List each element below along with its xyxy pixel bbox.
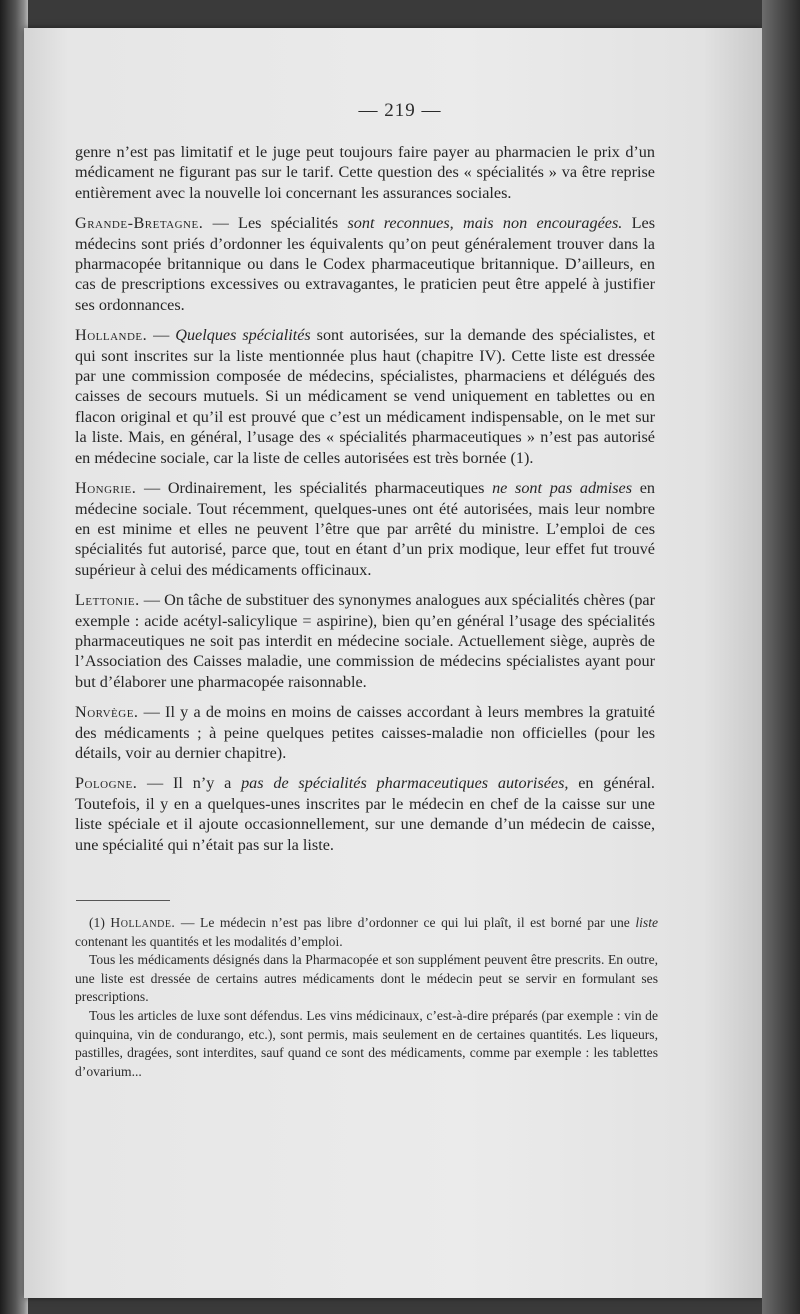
paragraph-lettonie bbox=[75, 590, 655, 692]
paragraph-hollande bbox=[75, 325, 655, 468]
paragraph-text: Les médecins sont priés d’ordonner les équivalents qu’on peut généralement trouver dans la pharmacopée britannique ou dans le Codex pharmaceutique britannique. D’ailleurs, en cas de prescriptions excessives ou extravagantes, le praticien peut être appelé à justifier ses ordonnances. bbox=[75, 214, 655, 314]
paragraph-text: en médecine sociale. Tout récemment, quelques-unes ont été autorisées, mais leur nombre en est minime et elles ne peuvent l’être que par arrêté du ministre. L’emploi de ces spécialités fut autorisé, parce que, tout en étant d’un prix modique, leur effet fut trouvé supérieur à celui des médicaments officinaux. bbox=[75, 479, 655, 579]
footnote-paragraph: Tous les médicaments désignés dans la Pharmacopée et son supplément peuvent être prescrits. En outre, une liste est dressée de certains autres médicaments dont le médecin peut se servir en formulant ses prescriptions. bbox=[75, 952, 658, 1005]
footnote-paragraph: Tous les articles de luxe sont défendus. Les vins médicinaux, c’est-à-dire préparés (par exemple : vin de quinquina, vin de condurango, etc.), sont permis, mais seulement en de certaines quantités. Les liqueurs, pastilles, dragées, sont interdites, sauf quand ce sont des médicaments, comme par exemple : les tablettes d’ovarium... bbox=[75, 1007, 658, 1079]
paragraph-norvege bbox=[75, 702, 655, 763]
paragraph-pologne bbox=[75, 773, 655, 855]
page-number: — 219 — bbox=[358, 100, 442, 121]
country-heading: Pologne. bbox=[75, 774, 138, 793]
paragraph-text: — Ordinairement, les spécialités pharmaceutiques bbox=[136, 479, 493, 498]
footnote-text: — Le médecin n’est pas libre d’ordonner ce qui lui plaît, il est borné par une bbox=[175, 915, 636, 930]
country-heading: Norvège. bbox=[75, 703, 139, 722]
paragraph-hongrie bbox=[75, 478, 655, 580]
footnote-1 bbox=[75, 914, 658, 951]
footnote-text: contenant les quantités et les modalités d’emploi. bbox=[75, 933, 343, 949]
paragraph-text: — bbox=[147, 326, 176, 345]
country-heading: Hollande. bbox=[75, 326, 148, 345]
scan-background-right bbox=[762, 0, 800, 1314]
paragraph-intro: genre n’est pas limitatif et le juge peut toujours faire payer au pharmacien le prix d’un médicament ne figurant pas sur le tarif. Cette question des « spécialités » va être reprise entièrement avec la nouvelle loi concernant les assurances sociales. bbox=[75, 143, 655, 202]
emphasis-text: Quelques spécialités bbox=[175, 326, 311, 345]
paragraph-text: sont autorisées, sur la demande des spécialistes, et qui sont inscrites sur la liste mentionnée plus haut (chapitre IV). Cette liste est dressée par une commission composée de médecins, spécialistes, pharmaciens et délégués des caisses de secours mutuels. Si un médicament se vend uniquement en tablettes ou en flacon original et qu’il est prouvé que c’est un médicament indispensable, on le met sur la liste. Mais, en général, l’usage des « spécialités pharmaceutiques » n’est pas autorisé en médecine sociale, car la liste de celles autorisées est très bornée (1). bbox=[75, 326, 655, 467]
emphasis-text: pas de spécialités pharmaceutiques autorisées, bbox=[241, 774, 569, 793]
paragraph-text: — Il y a de moins en moins de caisses accordant à leurs membres la gratuité des médicaments ; à peine quelques petites caisses-maladie non officielles (pour les détails, voir au dernier chapitre). bbox=[75, 703, 655, 762]
paragraph-text: — On tâche de substituer des synonymes analogues aux spécialités chères (par exemple : acide acétyl-salicylique = aspirine), bien qu’en général l’usage des spécialités pharmaceutiques ne soit pas interdit en médecine sociale. Actuellement siège, auprès de l’Association des Caisses maladie, une commission de médecins spécialistes ayant pour but d’élaborer une pharmacopée raisonnable. bbox=[75, 591, 655, 691]
paragraph-text: — Il n’y a bbox=[137, 774, 242, 793]
paragraph-grande-bretagne bbox=[75, 213, 655, 315]
footnote-divider bbox=[76, 900, 170, 901]
page-body bbox=[75, 142, 655, 865]
footnote-marker: (1) bbox=[89, 915, 111, 930]
paragraph-text: en général. Toutefois, il y en a quelques-unes inscrites par le médecin en chef de la caisse sur une liste spéciale et il ajoute occasionnellement, sur une demande d’un médecin de caisse, une spécialité qui n’était pas sur la liste. bbox=[75, 774, 655, 854]
country-heading: Hongrie. bbox=[75, 479, 137, 498]
country-heading: Hollande. bbox=[110, 915, 176, 930]
country-heading: Grande-Bretagne. bbox=[75, 214, 204, 233]
emphasis-text: sont reconnues, mais non encouragées. bbox=[347, 214, 623, 233]
paragraph-text: — Les spécialités bbox=[203, 214, 348, 233]
country-heading: Lettonie. bbox=[75, 591, 140, 610]
emphasis-text: ne sont pas admises bbox=[492, 479, 633, 498]
footnotes bbox=[75, 914, 658, 1081]
emphasis-text: liste bbox=[635, 915, 659, 930]
